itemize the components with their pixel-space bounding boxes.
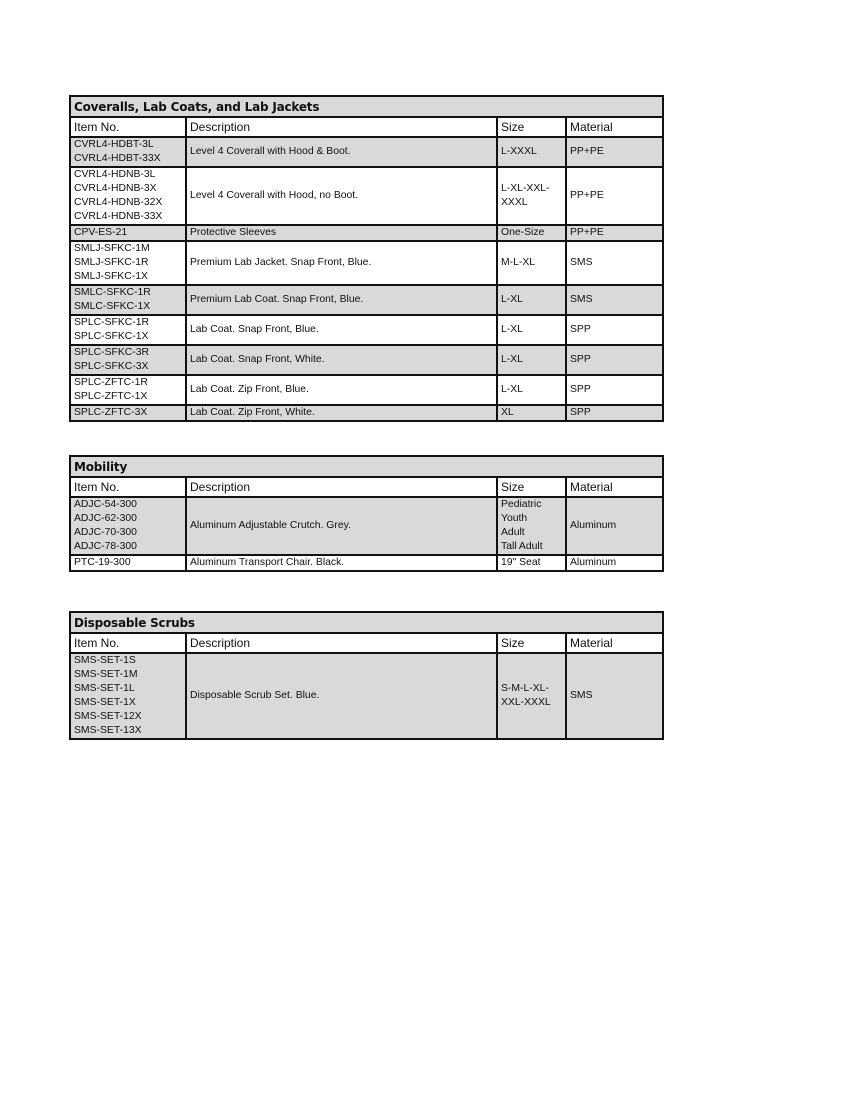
material: SMS (570, 257, 593, 268)
item-number: CVRL4-HDNB-32X (74, 197, 163, 208)
size-cell (497, 225, 566, 241)
material-cell (566, 497, 663, 555)
item-number: SPLC-ZFTC-1X (74, 391, 148, 402)
material: SPP (570, 384, 591, 395)
size-cell (497, 137, 566, 167)
material-cell (566, 653, 663, 739)
item-number: CVRL4-HDNB-33X (74, 211, 163, 222)
table-row (70, 345, 663, 375)
table-row (70, 285, 663, 315)
item-number: SPLC-ZFTC-1R (74, 377, 148, 388)
description: Lab Coat. Snap Front, White. (190, 354, 325, 365)
item-number-cell (70, 167, 186, 225)
description-cell (186, 345, 497, 375)
description: Disposable Scrub Set. Blue. (190, 690, 320, 701)
catalog-table (69, 611, 664, 740)
size-value: L-XL (501, 324, 523, 335)
column-header-description: Description (186, 117, 497, 137)
item-number: ADJC-54-300 (74, 499, 137, 510)
size-value: S-M-L-XL-XXL-XXXL (501, 683, 551, 708)
size-cell (497, 241, 566, 285)
size-value: L-XL (501, 354, 523, 365)
size-value: One-Size (501, 227, 545, 238)
column-header-item: Item No. (70, 633, 186, 653)
material: PP+PE (570, 227, 604, 238)
size-cell (497, 375, 566, 405)
item-number: SMLJ-SFKC-1M (74, 243, 150, 254)
item-number: CVRL4-HDNB-3X (74, 183, 157, 194)
column-header-size: Size (497, 633, 566, 653)
item-number: ADJC-62-300 (74, 513, 137, 524)
item-number: SPLC-SFKC-1X (74, 331, 149, 342)
description-cell (186, 405, 497, 421)
section-title: Mobility (70, 456, 663, 477)
material: SMS (570, 690, 593, 701)
material-cell (566, 167, 663, 225)
item-number: PTC-19-300 (74, 557, 131, 568)
item-number: SMS-SET-1S (74, 655, 136, 666)
size-value: Youth (501, 513, 528, 524)
item-number: SPLC-SFKC-3R (74, 347, 150, 358)
description: Lab Coat. Zip Front, White. (190, 407, 315, 418)
section-disposable-scrubs (69, 611, 662, 740)
table-row (70, 653, 663, 739)
item-number: SMS-SET-1X (74, 697, 136, 708)
material: SPP (570, 324, 591, 335)
material: Aluminum (570, 557, 617, 568)
item-number-cell (70, 555, 186, 571)
table-body (70, 653, 663, 739)
size-cell (497, 497, 566, 555)
item-number: CVRL4-HDNB-3L (74, 169, 156, 180)
item-number-cell (70, 285, 186, 315)
size-value: XL (501, 407, 514, 418)
table-row (70, 137, 663, 167)
description: Level 4 Coverall with Hood & Boot. (190, 146, 351, 157)
description-cell (186, 653, 497, 739)
item-number: SMLC-SFKC-1R (74, 287, 151, 298)
size-value: Adult (501, 527, 525, 538)
description-cell (186, 497, 497, 555)
size-value: Tall Adult (501, 541, 543, 552)
material: SPP (570, 407, 591, 418)
description: Lab Coat. Snap Front, Blue. (190, 324, 319, 335)
catalog-table (69, 455, 664, 572)
item-number: SPLC-ZFTC-3X (74, 407, 148, 418)
material: PP+PE (570, 190, 604, 201)
size-value: L-XL (501, 294, 523, 305)
column-header-material: Material (566, 633, 663, 653)
size-cell (497, 405, 566, 421)
item-number-cell (70, 241, 186, 285)
material: Aluminum (570, 520, 617, 531)
size-cell (497, 653, 566, 739)
section-title: Coveralls, Lab Coats, and Lab Jackets (70, 96, 663, 117)
material-cell (566, 375, 663, 405)
description: Aluminum Adjustable Crutch. Grey. (190, 520, 351, 531)
size-value: M-L-XL (501, 257, 536, 268)
size-value: L-XL (501, 384, 523, 395)
description: Protective Sleeves (190, 227, 277, 238)
column-header-item: Item No. (70, 117, 186, 137)
item-number: CVRL4-HDBT-3L (74, 139, 154, 150)
item-number: SMLC-SFKC-1X (74, 301, 151, 312)
item-number-cell (70, 375, 186, 405)
material-cell (566, 315, 663, 345)
item-number: CPV-ES-21 (74, 227, 128, 238)
item-number: SMLJ-SFKC-1R (74, 257, 149, 268)
item-number-cell (70, 225, 186, 241)
description-cell (186, 375, 497, 405)
material-cell (566, 345, 663, 375)
material-cell (566, 405, 663, 421)
size-value: Pediatric (501, 499, 542, 510)
item-number: ADJC-78-300 (74, 541, 137, 552)
table-row (70, 167, 663, 225)
table-row (70, 241, 663, 285)
description-cell (186, 167, 497, 225)
catalog-table (69, 95, 664, 422)
section-coveralls (69, 95, 662, 422)
material-cell (566, 555, 663, 571)
item-number: SMLJ-SFKC-1X (74, 271, 148, 282)
description-cell (186, 225, 497, 241)
description: Aluminum Transport Chair. Black. (190, 557, 345, 568)
item-number: SMS-SET-1M (74, 669, 138, 680)
table-row (70, 555, 663, 571)
item-number: SPLC-SFKC-1R (74, 317, 150, 328)
item-number-cell (70, 653, 186, 739)
section-mobility (69, 455, 662, 572)
item-number: SMS-SET-13X (74, 725, 142, 736)
description: Lab Coat. Zip Front, Blue. (190, 384, 309, 395)
size-cell (497, 315, 566, 345)
size-cell (497, 555, 566, 571)
column-header-material: Material (566, 117, 663, 137)
description-cell (186, 137, 497, 167)
description: Level 4 Coverall with Hood, no Boot. (190, 190, 359, 201)
material: SPP (570, 354, 591, 365)
section-title: Disposable Scrubs (70, 612, 663, 633)
table-body (70, 497, 663, 571)
size-cell (497, 285, 566, 315)
column-header-description: Description (186, 477, 497, 497)
size-value: L-XL-XXL-XXXL (501, 183, 550, 208)
material-cell (566, 225, 663, 241)
material: PP+PE (570, 146, 604, 157)
description-cell (186, 285, 497, 315)
item-number: CVRL4-HDBT-33X (74, 153, 161, 164)
item-number-cell (70, 405, 186, 421)
item-number: SMS-SET-1L (74, 683, 135, 694)
item-number: SMS-SET-12X (74, 711, 142, 722)
column-header-size: Size (497, 117, 566, 137)
item-number: SPLC-SFKC-3X (74, 361, 149, 372)
table-row (70, 405, 663, 421)
column-header-description: Description (186, 633, 497, 653)
description: Premium Lab Jacket. Snap Front, Blue. (190, 257, 372, 268)
table-row (70, 497, 663, 555)
size-cell (497, 345, 566, 375)
material-cell (566, 285, 663, 315)
size-value: L-XXXL (501, 146, 537, 157)
description-cell (186, 315, 497, 345)
size-value: 19" Seat (501, 557, 541, 568)
item-number: ADJC-70-300 (74, 527, 137, 538)
description-cell (186, 555, 497, 571)
material: SMS (570, 294, 593, 305)
table-row (70, 315, 663, 345)
column-header-material: Material (566, 477, 663, 497)
item-number-cell (70, 345, 186, 375)
column-header-size: Size (497, 477, 566, 497)
item-number-cell (70, 315, 186, 345)
material-cell (566, 241, 663, 285)
size-cell (497, 167, 566, 225)
description: Premium Lab Coat. Snap Front, Blue. (190, 294, 364, 305)
description-cell (186, 241, 497, 285)
table-row (70, 225, 663, 241)
column-header-item: Item No. (70, 477, 186, 497)
item-number-cell (70, 497, 186, 555)
material-cell (566, 137, 663, 167)
table-body (70, 137, 663, 421)
table-row (70, 375, 663, 405)
item-number-cell (70, 137, 186, 167)
